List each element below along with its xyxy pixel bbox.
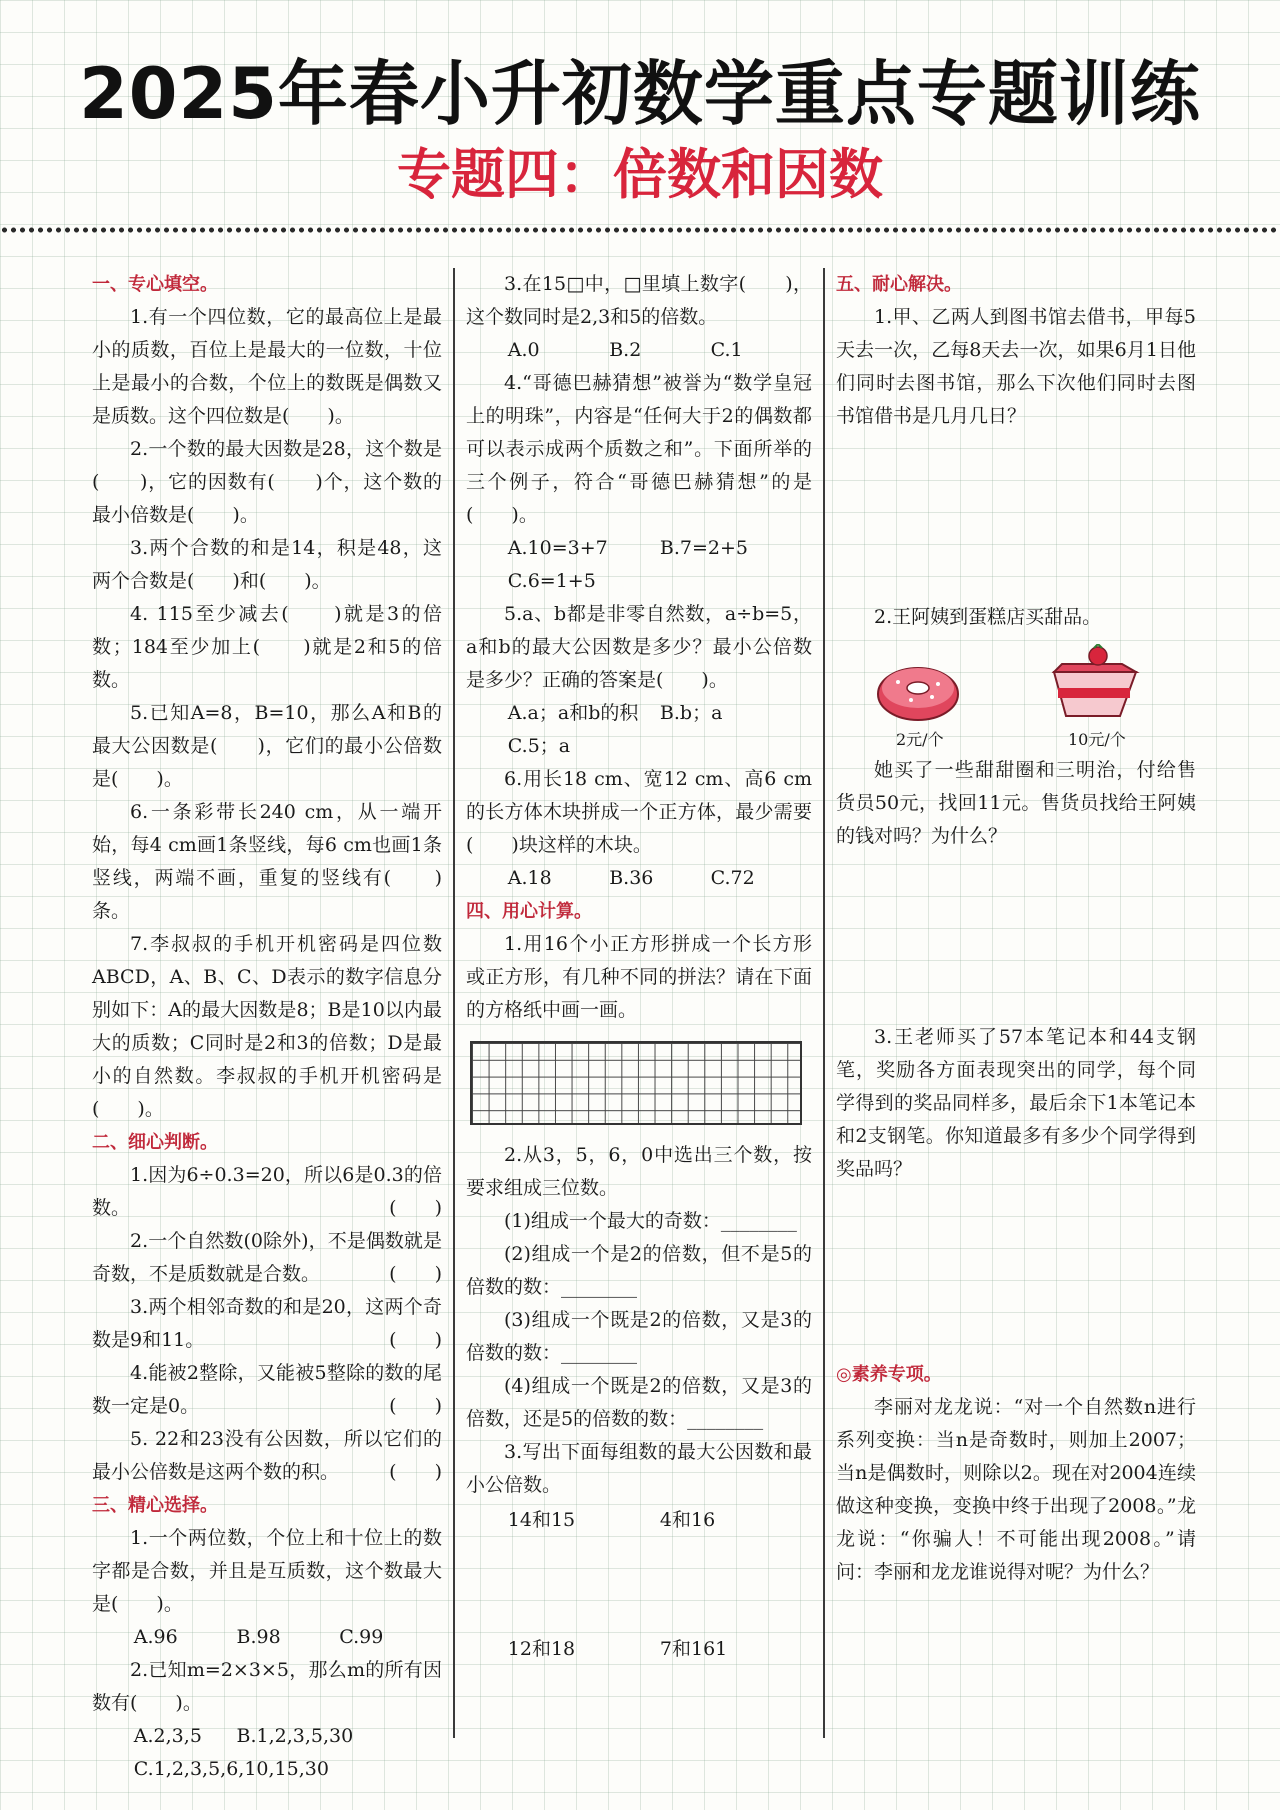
option: B.98 (236, 1626, 281, 1648)
answer-paren: ( ) (389, 1263, 442, 1285)
section-heading: 三、精心选择。 (92, 1495, 218, 1516)
question: 李丽对龙龙说：“对一个自然数n进行系列变换：当n是奇数时，则加上2007；当n是偶数时，则除以2。现在对2004连续做这种变换，变换中终于出现了2008。”龙龙说：“你骗人！不可能出现2008。”请问：李丽和龙龙谁说得对呢？为什么？ (836, 1396, 1196, 1583)
question: 3.两个合数的和是14，积是48，这两个合数是( )和( )。 (92, 537, 442, 592)
option: C.6=1+5 (507, 570, 596, 592)
question: 5.已知A=8，B=10，那么A和B的最大公因数是( )，它们的最小公倍数是( )。 (92, 702, 442, 790)
question: 2.已知m=2×3×5，那么m的所有因数有( )。 (92, 1659, 442, 1714)
question: 她买了一些甜甜圈和三明治，付给售货员50元，找回11元。售货员找给王阿姨的钱对吗？为什么？ (836, 759, 1196, 847)
number-pairs (466, 1633, 812, 1666)
question: 6.用长18 cm、宽12 cm、高6 cm的长方体木块拼成一个正方体，最少需要( )块这样的木块。 (466, 768, 812, 856)
answer-paren: ( ) (389, 1461, 442, 1483)
pair: 12和18 (507, 1638, 576, 1660)
answer-paren: ( ) (389, 1329, 442, 1351)
page-title: 2025年春小升初数学重点专题训练 (79, 53, 1201, 135)
section-heading: ◎素养专项。 (836, 1364, 942, 1385)
options (92, 1753, 442, 1786)
judge-question (92, 1225, 442, 1291)
question-text: 1.因为6÷0.3=20，所以6是0.3的倍数。 (92, 1164, 442, 1219)
options (92, 1720, 442, 1753)
answer-paren: ( ) (389, 1395, 442, 1417)
question-text: 3.两个相邻奇数的和是20，这两个奇数是9和11。 (92, 1296, 442, 1351)
option: C.1 (710, 339, 743, 361)
option: C.99 (339, 1626, 384, 1648)
section-heading: 二、细心判断。 (92, 1132, 218, 1153)
question: 1.甲、乙两人到图书馆去借书，甲每5天去一次，乙每8天去一次，如果6月1日他们同时去图书馆，那么下次他们同时去图书馆借书是几月几日？ (836, 306, 1196, 427)
question-text: 5. 22和23没有公因数，所以它们的最小公倍数是这两个数的积。 (92, 1428, 442, 1483)
option: A.18 (507, 867, 552, 889)
options (466, 697, 812, 730)
option: B.7=2+5 (659, 537, 749, 559)
dessert-illustration (836, 644, 1196, 754)
column-divider-1 (453, 268, 455, 1738)
column-3 (836, 268, 1196, 1589)
question: 2.一个数的最大因数是28，这个数是( )，它的因数有( )个，这个数的最小倍数是( )。 (92, 438, 442, 526)
question: 4. 115至少减去( )就是3的倍数；184至少加上( )就是2和5的倍数。 (92, 603, 442, 691)
question: 3.王老师买了57本笔记本和44支钢笔，奖励各方面表现突出的同学，每个同学得到的奖品同样多，最后余下1本笔记本和2支钢笔。你知道最多有多少个同学得到奖品吗？ (836, 1026, 1196, 1180)
options (92, 1621, 442, 1654)
dessert-icons (836, 644, 1196, 730)
sub-question: (3)组成一个既是2的倍数，又是3的倍数的数：________ (466, 1309, 812, 1364)
question: 1.有一个四位数，它的最高位上是最小的质数，百位上是最大的一位数，十位上是最小的合数，个位上的数既是偶数又是质数。这个四位数是( )。 (92, 306, 442, 427)
option: B.1,2,3,5,30 (236, 1725, 354, 1747)
price-label: 2元/个 (896, 730, 944, 749)
dotted-divider (0, 226, 1280, 234)
section-heading: 一、专心填空。 (92, 274, 218, 295)
option: B.36 (609, 867, 654, 889)
option: C.72 (710, 867, 755, 889)
option: C.5；a (507, 735, 571, 757)
option: A.10=3+7 (507, 537, 608, 559)
column-1 (92, 268, 442, 1786)
options (466, 565, 812, 598)
question: 1.一个两位数，个位上和十位上的数字都是合数，并且是互质数，这个数最大是( )。 (92, 1527, 442, 1615)
cake-sandwich-icon (1054, 644, 1136, 716)
question: 3.在15□中，□里填上数字( )，这个数同时是2,3和5的倍数。 (466, 273, 812, 328)
section-heading: 四、用心计算。 (466, 901, 592, 922)
section-heading: 五、耐心解决。 (836, 274, 962, 295)
options (466, 532, 812, 565)
price-label: 10元/个 (1068, 730, 1126, 749)
question: 1.用16个小正方形拼成一个长方形或正方形，有几种不同的拼法？请在下面的方格纸中画一画。 (466, 933, 812, 1021)
question: 5.a、b都是非零自然数，a÷b=5，a和b的最大公因数是多少？最小公倍数是多少？正确的答案是( )。 (466, 603, 812, 691)
pair: 14和15 (507, 1509, 576, 1531)
options (466, 334, 812, 367)
column-2 (466, 268, 812, 1666)
sub-question: (4)组成一个既是2的倍数，又是3的倍数，还是5的倍数的数：________ (466, 1375, 812, 1430)
column-divider-2 (823, 268, 825, 1738)
options (466, 862, 812, 895)
judge-question (92, 1423, 442, 1489)
question: 2.王阿姨到蛋糕店买甜品。 (874, 606, 1102, 628)
question: 3.写出下面每组数的最大公因数和最小公倍数。 (466, 1441, 812, 1496)
pair: 4和16 (659, 1509, 716, 1531)
question-text: 4.能被2整除，又能被5整除的数的尾数一定是0。 (92, 1362, 442, 1417)
donut-icon (878, 668, 958, 720)
options (466, 730, 812, 763)
question: 2.从3，5，6，0中选出三个数，按要求组成三位数。 (466, 1144, 812, 1199)
judge-question (92, 1159, 442, 1225)
number-pairs (466, 1504, 812, 1537)
judge-question (92, 1291, 442, 1357)
sub-question: (1)组成一个最大的奇数：________ (504, 1210, 797, 1232)
answer-paren: ( ) (389, 1197, 442, 1219)
option: A.a；a和b的积 (507, 702, 639, 724)
question: 7.李叔叔的手机开机密码是四位数ABCD，A、B、C、D表示的数字信息分别如下：A的最大因数是8；B是10以内最大的质数；C同时是2和3的倍数；D是最小的自然数。李叔叔的手机开机密码是( )。 (92, 933, 442, 1120)
sub-question: (2)组成一个是2的倍数，但不是5的倍数的数：________ (466, 1243, 812, 1298)
option: C.1,2,3,5,6,10,15,30 (133, 1758, 329, 1780)
question-text: 2.一个自然数(0除外)，不是偶数就是奇数，不是质数就是合数。 (92, 1230, 442, 1285)
page-subtitle: 专题四：倍数和因数 (397, 143, 883, 206)
judge-question (92, 1357, 442, 1423)
pair: 7和161 (659, 1638, 728, 1660)
option: B.b；a (659, 702, 723, 724)
question: 6.一条彩带长240 cm，从一端开始，每4 cm画1条竖线，每6 cm也画1条竖线，两端不画，重复的竖线有( )条。 (92, 801, 442, 922)
question: 4.“哥德巴赫猜想”被誉为“数学皇冠上的明珠”，内容是“任何大于2的偶数都可以表示成两个质数之和”。下面所举的三个例子，符合“哥德巴赫猜想”的是( )。 (466, 372, 812, 526)
option: A.96 (133, 1626, 178, 1648)
option: B.2 (609, 339, 642, 361)
option: A.0 (507, 339, 540, 361)
grid-paper[interactable] (470, 1041, 802, 1125)
option: A.2,3,5 (133, 1725, 202, 1747)
